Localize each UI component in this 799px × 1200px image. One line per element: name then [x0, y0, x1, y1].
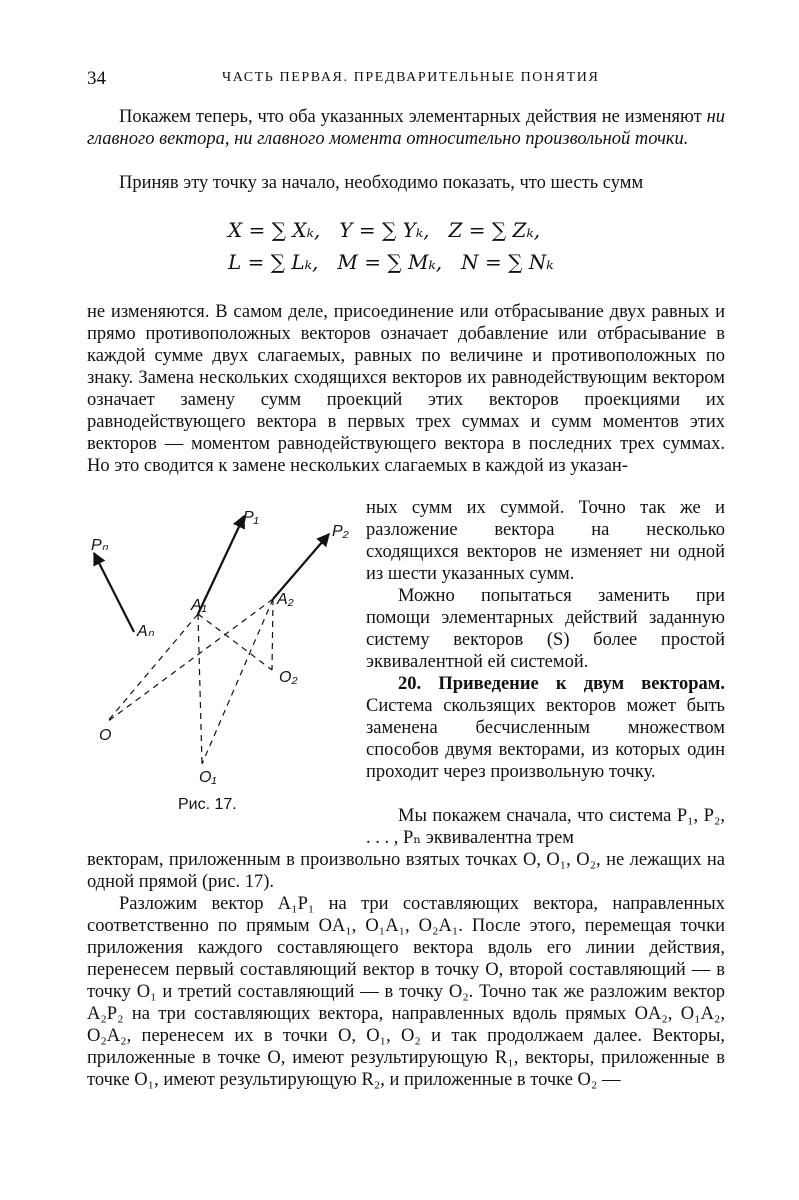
label-pn: Pₙ — [91, 537, 109, 554]
label-o2: O₂ — [279, 669, 298, 686]
section-text: Система скользящих векторов может быть заменена бесчисленным множеством способов двумя векторами, из которых один проходит через произвольную точку. — [366, 696, 725, 782]
equation-row-1: X = ∑ Xₖ, Y = ∑ Yₖ, Z = ∑ Zₖ, — [228, 218, 541, 242]
vector-an-pn — [94, 553, 134, 632]
paragraph-1 — [87, 106, 725, 150]
paragraph-1-text: Покажем теперь, что оба указанных элементарных действия не изменяют — [119, 107, 707, 127]
label-an: Aₙ — [137, 623, 155, 640]
label-o: O — [99, 727, 112, 744]
vector-a2-p2 — [273, 534, 329, 599]
equation-row-2: L = ∑ Lₖ, M = ∑ Mₖ, N = ∑ Nₖ — [228, 250, 554, 274]
paragraph-5-narrow: Мы покажем сначала, что система P₁, P₂, . . . , Pₙ эквивалентна трем — [366, 806, 725, 848]
page-number: 34 — [87, 68, 106, 89]
section-20 — [366, 673, 725, 783]
paragraph-2: Приняв эту точку за начало, необходимо показать, что шесть сумм — [119, 173, 644, 193]
paragraph-3: не изменяются. В самом деле, присоединение или отбрасывание двух равных и прямо противоположных векторов означает добавление или отбрасывание в каждой сумме двух слагаемых, равных по величине и противоположных по знаку. Замена нескольких сходящихся векторов их равнодействующим вектором означает замену сумм проекций этих векторов проекциями их равнодействующего вектора в первых трех суммах и сумм моментов этих векторов — моментом равнодействующего вектора в последних трех суммах. Но это сводится к замене нескольких слагаемых в каждой из указан- — [87, 302, 725, 476]
label-a1: A₁ — [191, 597, 207, 614]
paragraph-1-emphasis: ни главного вектора, ни главного момента относительно произвольной точки. — [87, 107, 725, 149]
paragraph-4: Можно попытаться заменить при помощи элементарных действий заданную систему векторов (S) более простой эквивалентной ей системой. — [366, 586, 725, 672]
label-a2: A₂ — [277, 591, 294, 608]
label-p2: P₂ — [332, 523, 349, 540]
construction-lines — [107, 599, 273, 764]
paragraph-6: Разложим вектор A₁P₁ на три составляющих вектора, направленных соответственно по прямым OA₁, O₁A₁, O₂A₁. После этого, перемещая точки приложения каждого составляющего вектора вдоль его линии действия, перенесем первый составляющий вектор в точку O, второй составляющий — в точку O₁ и третий составляющий — в точку O₂. Точно так же разложим вектор A₂P₂ на три составляющих вектора, направленных вдоль прямых OA₂, O₁A₂, O₂A₂, перенесем их в точки O, O₁, O₂ и так продолжаем далее. Векторы, приложенные в точке O, имеют результирующую R₁, векторы, приложенные в точке O₁, имеют результирующую R₂, и приложенные в точке O₂ — — [87, 894, 725, 1090]
running-head: ЧАСТЬ ПЕРВАЯ. ПРЕДВАРИТЕЛЬНЫЕ ПОНЯТИЯ — [222, 70, 600, 85]
label-p1: P₁ — [243, 509, 259, 526]
paragraph-3-continued: ных сумм их суммой. Точно так же и разложение вектора на несколько сходящихся векторов не изменяет ни одной из шести указанных сумм. — [366, 498, 725, 584]
section-title: 20. Приведение к двум векторам. — [398, 674, 725, 694]
label-o1: O₁ — [199, 769, 217, 786]
figure-17 — [87, 500, 357, 790]
paragraph-5-full: векторам, приложенным в произвольно взятых точках O, O₁, O₂, не лежащих на одной прямой (рис. 17). — [87, 850, 725, 892]
figure-caption: Рис. 17. — [178, 796, 237, 813]
